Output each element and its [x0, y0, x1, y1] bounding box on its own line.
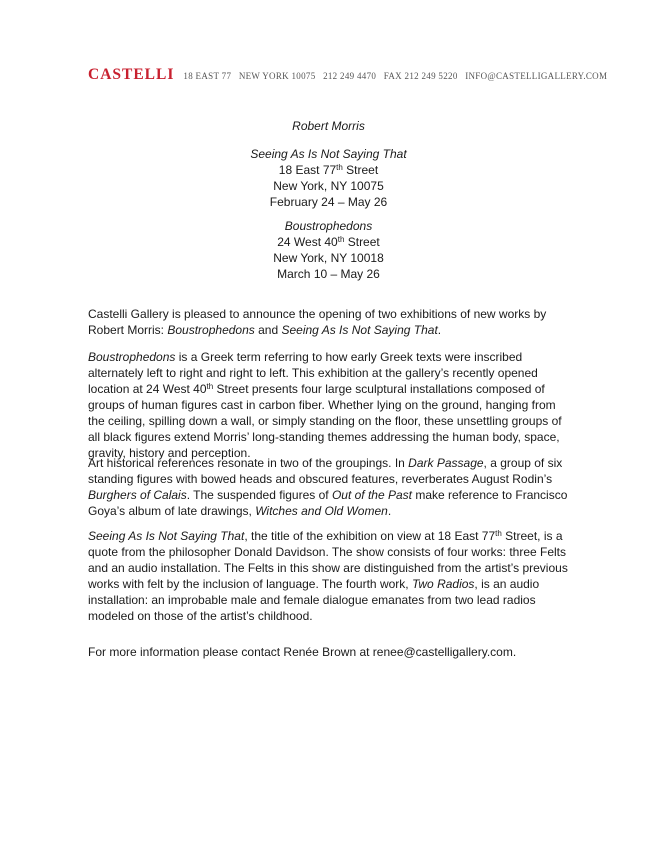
show1-title: Seeing As Is Not Saying That	[250, 147, 407, 161]
paragraph-references: Art historical references resonate in two of the groupings. In Dark Passage, a group of six standing figures with bowed heads and obscured features, reverberates August Rodin’s Burghers of Calais. The suspended figures of Out of the Past make reference to Francisco Goya’s album of late drawings, Witches and Old Women.	[88, 456, 568, 518]
show2-block	[0, 218, 657, 282]
paragraph-intro: Castelli Gallery is pleased to announce the opening of two exhibitions of new works by Robert Morris: Boustrophedons and Seeing As Is Not Saying That.	[88, 307, 547, 337]
paragraph-seeing: Seeing As Is Not Saying That, the title of the exhibition on view at 18 East 77th Street, is a quote from the philosopher Donald Davidson. The show consists of four works: three Felts and an audio installation. The Felts in this show are distinguished from the artist’s previous works with felt by the inclusion of language. The fourth work, Two Radios, is an audio installation: an improbable male and female dialogue emanates from two lead radios modeled on those of the artist’s childhood.	[88, 529, 568, 623]
artist-name: Robert Morris	[292, 119, 365, 133]
letterhead-fax: FAX 212 249 5220	[383, 71, 458, 81]
letterhead	[88, 66, 612, 84]
brand-logo: CASTELLI	[88, 66, 175, 83]
show2-title: Boustrophedons	[284, 219, 373, 233]
show1-city: New York, NY 10075	[273, 179, 384, 193]
show1-block	[0, 146, 657, 210]
show1-dates: February 24 – May 26	[269, 195, 388, 209]
letterhead-city: NEW YORK 10075	[238, 71, 316, 81]
show2-city: New York, NY 10018	[273, 251, 384, 265]
paragraph-contact: For more information please contact Renée Brown at renee@castelligallery.com.	[88, 645, 517, 659]
show2-dates: March 10 – May 26	[277, 267, 380, 281]
letterhead-phone: 212 249 4470	[323, 71, 377, 81]
letterhead-address: 18 EAST 77	[183, 71, 232, 81]
letterhead-email: INFO@CASTELLIGALLERY.COM	[465, 71, 608, 81]
artist-block	[0, 118, 657, 134]
show1-address: 18 East 77th Street	[278, 163, 379, 177]
paragraph-boustrophedons: Boustrophedons is a Greek term referring to how early Greek texts were inscribed alternately left to right and right to left. This exhibition at the gallery’s recently opened location at 24 West 40th Street presents four large sculptural installations composed of groups of human figures cast in carbon fiber. Whether lying on the ground, hanging from the ceiling, spilling down a wall, or simply standing on the floor, these unsettling groups of all black figures extend Morris’ long-standing themes addressing the human body, space, gravity, history and perception.	[88, 350, 562, 460]
letterhead-contact-line	[183, 71, 612, 81]
show2-address: 24 West 40th Street	[277, 235, 380, 249]
